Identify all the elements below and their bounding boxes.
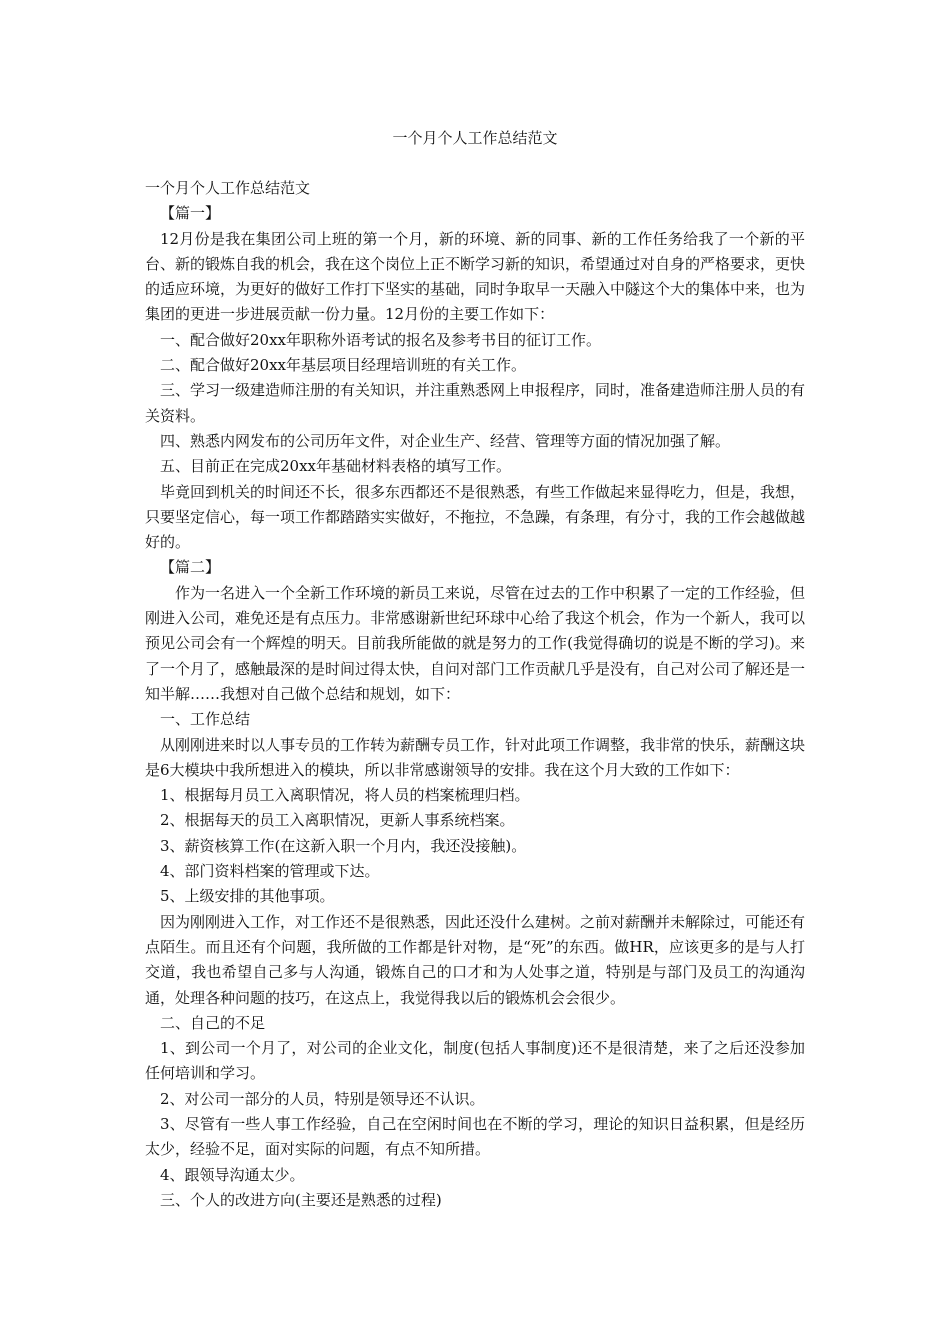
paragraph: 二、配合做好20xx年基层项目经理培训班的有关工作。 (160, 356, 527, 375)
paragraph: 毕竟回到机关的时间还不长，很多东西都还不是很熟悉，有些工作做起来显得吃力，但是，我想，只要坚定信心，每一项工作都踏踏实实做好，不拖拉，不急躁，有条理，有分寸，我的工作会越做越好的。 (145, 482, 806, 552)
paragraph: 因为刚刚进入工作，对工作还不是很熟悉，因此还没什么建树。之前对薪酬并未解除过，可能还有点陌生。而且还有个问题，我所做的工作都是针对物，是“死”的东西。做HR，应该更多的是与人打交道，我也希望自己多与人沟通，锻炼自己的口才和为人处事之道，特别是与部门及员工的沟通沟通，处理各种问题的技巧，在这点上，我觉得我以后的锻炼机会会很少。 (145, 912, 806, 1007)
paragraph: 1、根据每月员工入离职情况，将人员的档案梳理归档。 (160, 786, 530, 805)
paragraph: 4、部门资料档案的管理或下达。 (160, 862, 380, 881)
paragraph: 一、工作总结 (160, 710, 251, 729)
paragraph: 2、对公司一部分的人员，特别是领导还不认识。 (160, 1089, 485, 1108)
paragraph: 【篇一】 (160, 204, 221, 223)
paragraph: 三、学习一级建造师注册的有关知识，并注重熟悉网上申报程序，同时，准备建造师注册人员的有关资料。 (145, 381, 806, 425)
paragraph: 作为一名进入一个全新工作环境的新员工来说，尽管在过去的工作中积累了一定的工作经验，但刚进入公司，难免还是有点压力。非常感谢新世纪环球中心给了我这个机会，作为一个新人，我可以预见公司会有一个辉煌的明天。目前我所能做的就是努力的工作(我觉得确切的说是不断的学习)。来了一个月了，感触最深的是时间过得太快，自问对部门工作贡献几乎是没有，自己对公司了解还是一知半解……我想对自己做个总结和规划，如下： (145, 583, 806, 703)
paragraph: 4、跟领导沟通太少。 (160, 1165, 305, 1184)
document-body (145, 176, 805, 1213)
paragraph: 2、根据每天的员工入离职情况，更新人事系统档案。 (160, 811, 515, 830)
paragraph: 【篇二】 (160, 558, 221, 577)
paragraph: 四、熟悉内网发布的公司历年文件，对企业生产、经营、管理等方面的情况加强了解。 (160, 431, 731, 450)
paragraph: 3、尽管有一些人事工作经验，自己在空闲时间也在不断的学习，理论的知识日益积累，但是经历太少，经验不足，面对实际的问题，有点不知所措。 (145, 1114, 805, 1159)
paragraph: 五、目前正在完成20xx年基础材料表格的填写工作。 (160, 457, 512, 476)
paragraph: 一、配合做好20xx年职称外语考试的报名及参考书目的征订工作。 (160, 330, 602, 349)
paragraph: 二、自己的不足 (160, 1013, 266, 1032)
paragraph: 1、到公司一个月了，对公司的企业文化，制度(包括人事制度)还不是很清楚，来了之后还没参加任何培训和学习。 (145, 1039, 805, 1083)
document-title: 一个月个人工作总结范文 (392, 129, 558, 147)
paragraph: 3、薪资核算工作(在这新入职一个月内，我还没接触)。 (160, 836, 527, 855)
paragraph: 5、上级安排的其他事项。 (160, 887, 335, 906)
paragraph: 三、个人的改进方向(主要还是熟悉的过程) (160, 1190, 442, 1209)
paragraph: 12月份是我在集团公司上班的第一个月，新的环境、新的同事、新的工作任务给我了一个新的平台、新的锻炼自我的机会，我在这个岗位上正不断学习新的知识，希望通过对自身的严格要求，更快的适应环境，为更好的做好工作打下坚实的基础，同时争取早一天融入中隧这个大的集体中来，也为集团的更进一步进展贡献一份力量。12月份的主要工作如下： (145, 229, 806, 324)
paragraph: 从刚刚进来时以人事专员的工作转为薪酬专员工作，针对此项工作调整，我非常的快乐，薪酬这块是6大模块中我所想进入的模块，所以非常感谢领导的安排。我在这个月大致的工作如下： (145, 735, 806, 779)
paragraph: 一个月个人工作总结范文 (145, 179, 311, 197)
